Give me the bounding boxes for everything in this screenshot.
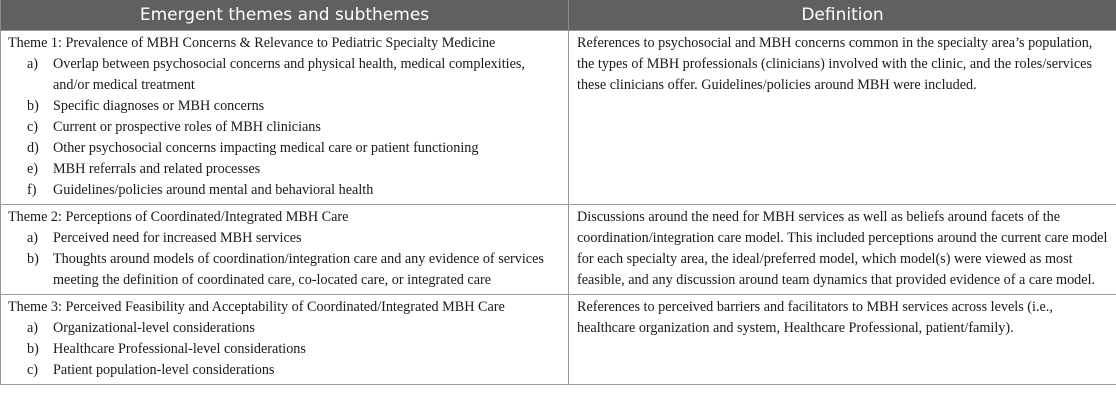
table-row xyxy=(1,295,1116,385)
definition-cell xyxy=(569,295,1116,385)
header-row xyxy=(1,0,1116,31)
list-marker: d) xyxy=(27,140,39,156)
list-marker: c) xyxy=(27,119,39,135)
theme-title: Theme 1: Prevalence of MBH Concerns & Relevance to Pediatric Specialty Medicine xyxy=(8,35,496,51)
table-row xyxy=(1,31,1116,205)
list-marker: e) xyxy=(27,161,39,177)
list-item xyxy=(8,159,564,180)
list-marker: a) xyxy=(27,230,39,246)
subtheme-text: Other psychosocial concerns impacting medical care or patient functioning xyxy=(53,140,479,156)
theme-cell xyxy=(1,295,569,385)
list-marker: a) xyxy=(27,320,39,336)
header-definition: Definition xyxy=(569,0,1116,31)
theme-cell xyxy=(1,205,569,295)
table-row xyxy=(1,205,1116,295)
theme-title: Theme 3: Perceived Feasibility and Acceptability of Coordinated/Integrated MBH Care xyxy=(8,299,505,315)
subtheme-text: Patient population-level considerations xyxy=(53,362,275,378)
list-marker: b) xyxy=(27,98,39,114)
definition-text: References to psychosocial and MBH concerns common in the specialty area’s population, the types of MBH professionals (clinicians) involved with the clinic, and the roles/services these clinicians offer. Guidelines/policies around MBH were included. xyxy=(577,35,1093,93)
list-marker: a) xyxy=(27,56,39,72)
list-item xyxy=(8,180,564,201)
subtheme-text: Guidelines/policies around mental and behavioral health xyxy=(53,182,374,198)
list-marker: b) xyxy=(27,251,39,267)
theme-title: Theme 2: Perceptions of Coordinated/Integrated MBH Care xyxy=(8,209,349,225)
list-item xyxy=(8,339,564,360)
list-item xyxy=(8,318,564,339)
list-item xyxy=(8,96,564,117)
subtheme-text: Perceived need for increased MBH services xyxy=(53,230,302,246)
definition-text: References to perceived barriers and facilitators to MBH services across levels (i.e., healthcare organization and system, Healthcare Professional, patient/family). xyxy=(577,299,1053,336)
list-marker: c) xyxy=(27,362,39,378)
subtheme-list xyxy=(8,228,564,291)
list-marker: b) xyxy=(27,341,39,357)
subtheme-text: Thoughts around models of coordination/integration care and any evidence of services meeting the definition of coordinated care, co-located care, or integrated care xyxy=(53,251,544,288)
list-item xyxy=(8,54,564,96)
definition-text: Discussions around the need for MBH services as well as beliefs around facets of the coordination/integration care model. This included perceptions around the current care model for each specialty area, the ideal/preferred model, which model(s) were viewed as most feasible, and any discussion around team dynamics that provided evidence of a care model. xyxy=(577,209,1108,288)
theme-cell xyxy=(1,31,569,205)
subtheme-text: Healthcare Professional-level considerations xyxy=(53,341,306,357)
subtheme-text: Specific diagnoses or MBH concerns xyxy=(53,98,265,114)
subtheme-text: MBH referrals and related processes xyxy=(53,161,261,177)
definition-cell xyxy=(569,205,1116,295)
subtheme-text: Organizational-level considerations xyxy=(53,320,255,336)
list-item xyxy=(8,138,564,159)
subtheme-list xyxy=(8,54,564,201)
subtheme-list xyxy=(8,318,564,381)
list-marker: f) xyxy=(27,182,37,198)
subtheme-text: Overlap between psychosocial concerns and physical health, medical complexities, and/or medical treatment xyxy=(53,56,525,93)
subtheme-text: Current or prospective roles of MBH clinicians xyxy=(53,119,321,135)
definition-cell xyxy=(569,31,1116,205)
list-item xyxy=(8,117,564,138)
list-item xyxy=(8,228,564,249)
list-item xyxy=(8,360,564,381)
list-item xyxy=(8,249,564,291)
header-themes: Emergent themes and subthemes xyxy=(1,0,569,31)
